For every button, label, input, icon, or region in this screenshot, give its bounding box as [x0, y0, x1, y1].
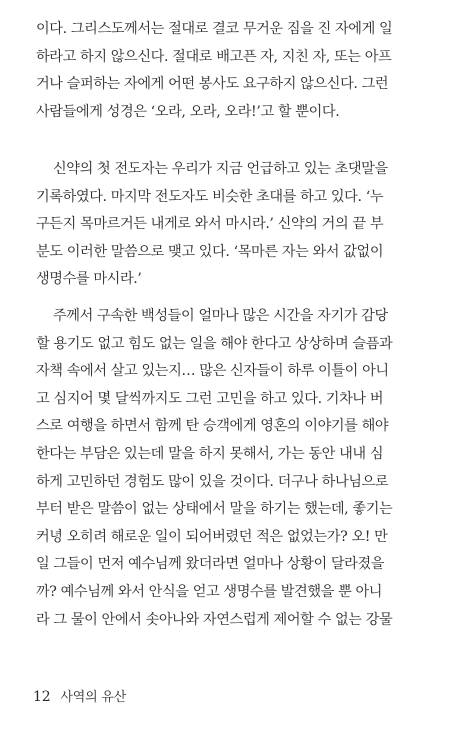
text-line: 하게 고민하던 경험도 많이 있을 것이다. 더구나 하나님으로 [36, 473, 389, 490]
text-line: 일 그들이 먼저 예수님께 왔더라면 얼마나 상황이 달라졌을 [36, 556, 385, 573]
paragraph-new-testament-evangelists [36, 156, 438, 294]
book-title: 사역의 유산 [60, 690, 127, 705]
text-line: 거나 슬퍼하는 자에게 어떤 봉사도 요구하지 않으신다. 그런 [36, 76, 389, 93]
text-line: 스로 여행을 하면서 함께 탄 승객에게 영혼의 이야기를 해야 [36, 418, 389, 435]
page-footer [33, 686, 126, 705]
text-line: 부터 받은 말씀이 없는 상태에서 말을 하기는 했는데, 좋기는 [36, 501, 393, 518]
text-line: 한다는 부담은 있는데 말을 하지 못해서, 가는 동안 내내 심 [36, 445, 384, 462]
text-line: 주께서 구속한 백성들이 얼마나 많은 시간을 자기가 감당 [53, 308, 388, 324]
text-line: 하라고 하지 않으신다. 절대로 배고픈 자, 지친 자, 또는 아프 [36, 48, 392, 65]
text-line: 생명수를 마시라.’ [36, 271, 142, 288]
text-line: 커녕 오히려 해로운 일이 되어버렸던 적은 없었는가? 오! 만 [36, 528, 388, 545]
paragraph-redeemed-people [36, 303, 438, 634]
text-line: 구든지 목마르거든 내게로 와서 마시라.’ 신약의 거의 끝 부 [36, 216, 384, 233]
text-line: 기록하였다. 마지막 전도자도 비슷한 초대를 하고 있다. ‘누 [36, 188, 384, 205]
page-number: 12 [33, 689, 51, 705]
text-line: 라 그 물이 안에서 솟아나와 자연스럽게 제어할 수 없는 강물 [36, 611, 393, 628]
text-line: 자책 속에서 살고 있는지… 많은 신자들이 하루 이틀이 아니 [36, 363, 389, 380]
text-line: 고 심지어 몇 달씩까지도 그런 고민을 하고 있다. 기차나 버 [36, 390, 384, 407]
paragraph-continuation [36, 16, 438, 126]
text-line: 까? 예수님께 와서 안식을 얻고 생명수를 발견했을 뿐 아니 [36, 583, 383, 600]
text-line: 신약의 첫 전도자는 우리가 지금 언급하고 있는 초댓말을 [53, 161, 388, 177]
text-line: 사람들에게 성경은 ‘오라, 오라, 오라!’고 할 뿐이다. [36, 103, 340, 120]
text-line: 분도 이러한 말씀으로 맺고 있다. ‘목마른 자는 와서 값없이 [36, 243, 384, 260]
text-line: 이다. 그리스도께서는 절대로 결코 무거운 짐을 진 자에게 일 [36, 21, 393, 37]
text-line: 할 용기도 없고 힘도 없는 일을 해야 한다고 상상하며 슬픔과 [36, 335, 393, 352]
